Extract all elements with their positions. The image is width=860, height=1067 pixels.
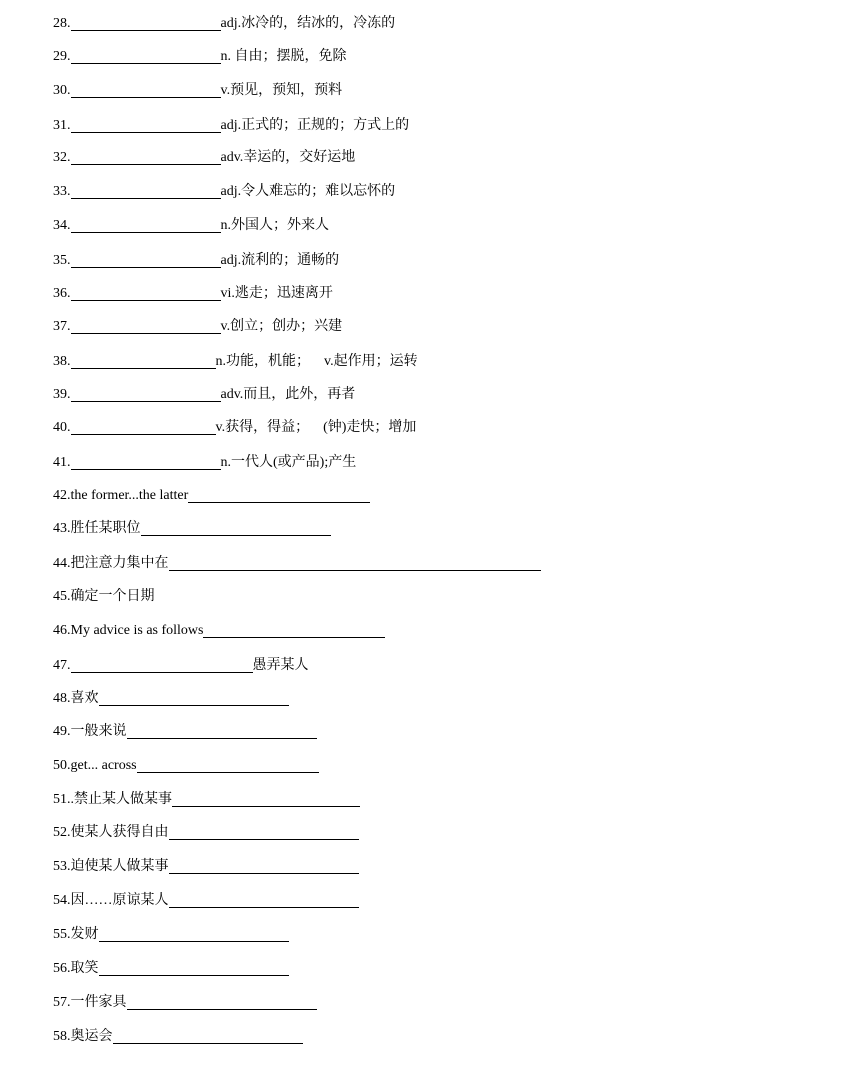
item-definition: adv.而且，此外，再者: [220, 387, 356, 402]
item-number: 34.: [53, 218, 71, 233]
item-definition: adj.正式的；正规的；方式上的: [220, 118, 410, 133]
item-definition: v.预见，预知，预料: [220, 83, 343, 98]
exercise-item: [53, 756, 319, 776]
exercise-item: [53, 284, 333, 304]
item-number: 42.: [53, 488, 71, 503]
exercise-item: [53, 790, 360, 810]
exercise-item: [53, 857, 359, 877]
exercise-item: [53, 891, 359, 911]
item-prompt: 使某人获得自由: [70, 825, 169, 840]
exercise-item: [53, 148, 355, 168]
item-number: 58.: [53, 1029, 71, 1044]
item-number: 56.: [53, 961, 71, 976]
answer-blank[interactable]: [203, 621, 385, 638]
item-number: 30.: [53, 83, 71, 98]
item-number: 41.: [53, 455, 71, 470]
exercise-item: [53, 81, 342, 101]
answer-blank[interactable]: [99, 689, 289, 706]
answer-blank[interactable]: [71, 47, 221, 64]
exercise-item: [53, 453, 356, 473]
item-prompt: 取笑: [70, 961, 99, 976]
item-number: 37.: [53, 319, 71, 334]
answer-blank[interactable]: [169, 857, 359, 874]
item-prompt: 发财: [70, 927, 99, 942]
item-number: 31.: [53, 118, 71, 133]
item-number: 28.: [53, 16, 71, 31]
item-number: 29.: [53, 49, 71, 64]
exercise-item: [53, 621, 385, 641]
exercise-item: [53, 486, 370, 506]
item-definition: v.获得，得益； (钟)走快；增加: [215, 420, 417, 435]
answer-blank[interactable]: [71, 182, 221, 199]
item-definition: n.一代人(或产品);产生: [220, 455, 357, 470]
exercise-item: [53, 47, 347, 67]
exercise-item: [53, 14, 395, 34]
item-number: 54.: [53, 893, 71, 908]
exercise-item: [53, 959, 289, 979]
item-number: 57.: [53, 995, 71, 1010]
item-number: 44.: [53, 556, 71, 571]
answer-blank[interactable]: [169, 891, 359, 908]
item-prompt: .禁止某人做某事: [70, 792, 172, 807]
item-number: 36.: [53, 286, 71, 301]
answer-blank[interactable]: [169, 554, 541, 571]
item-prompt: My advice is as follows: [70, 623, 204, 638]
item-definition: vi.逃走；迅速离开: [220, 286, 333, 301]
answer-blank[interactable]: [137, 756, 319, 773]
answer-blank[interactable]: [71, 14, 221, 31]
exercise-item: [53, 823, 359, 843]
answer-blank[interactable]: [71, 656, 253, 673]
answer-blank[interactable]: [71, 317, 221, 334]
item-prompt: the former...the latter: [70, 488, 189, 503]
item-number: 38.: [53, 354, 71, 369]
exercise-item: [53, 519, 331, 539]
item-number: 48.: [53, 691, 71, 706]
answer-blank[interactable]: [99, 959, 289, 976]
item-number: 46.: [53, 623, 71, 638]
item-number: 55.: [53, 927, 71, 942]
answer-blank[interactable]: [127, 722, 317, 739]
item-number: 32.: [53, 150, 71, 165]
answer-blank[interactable]: [141, 519, 331, 536]
item-prompt: 胜任某职位: [70, 521, 141, 536]
answer-blank[interactable]: [71, 453, 221, 470]
answer-blank[interactable]: [172, 790, 360, 807]
exercise-item: [53, 656, 309, 676]
exercise-item: [53, 554, 541, 574]
item-definition: adj.令人难忘的；难以忘怀的: [220, 184, 396, 199]
exercise-item: [53, 352, 418, 372]
item-definition: n.功能，机能； v.起作用；运转: [215, 354, 418, 369]
answer-blank[interactable]: [113, 1027, 303, 1044]
item-number: 35.: [53, 253, 71, 268]
item-prompt: get... across: [70, 758, 137, 773]
item-number: 50.: [53, 758, 71, 773]
item-number: 33.: [53, 184, 71, 199]
exercise-item: [53, 317, 342, 337]
item-prompt: 喜欢: [70, 691, 99, 706]
item-number: 47.: [53, 658, 71, 673]
item-number: 45.: [53, 589, 71, 604]
item-prompt: 一般来说: [70, 724, 127, 739]
item-definition: v.创立；创办；兴建: [220, 319, 343, 334]
item-number: 52.: [53, 825, 71, 840]
answer-blank[interactable]: [127, 993, 317, 1010]
exercise-item: [53, 216, 329, 236]
exercise-item: [53, 385, 355, 405]
item-number: 51.: [53, 792, 71, 807]
item-definition: 愚弄某人: [252, 658, 309, 673]
exercise-item: [53, 182, 395, 202]
answer-blank[interactable]: [71, 116, 221, 133]
answer-blank[interactable]: [188, 486, 370, 503]
exercise-item: [53, 689, 289, 709]
answer-blank[interactable]: [99, 925, 289, 942]
item-prompt: 迫使某人做某事: [70, 859, 169, 874]
answer-blank[interactable]: [71, 216, 221, 233]
item-definition: n. 自由；摆脱，免除: [220, 49, 347, 64]
answer-blank[interactable]: [71, 251, 221, 268]
exercise-item: [53, 722, 317, 742]
answer-blank[interactable]: [169, 823, 359, 840]
item-number: 40.: [53, 420, 71, 435]
answer-blank[interactable]: [71, 148, 221, 165]
item-definition: adj.流利的；通畅的: [220, 253, 340, 268]
item-prompt: 确定一个日期: [70, 589, 155, 604]
answer-blank[interactable]: [71, 284, 221, 301]
item-definition: adj.冰冷的，结冰的，冷冻的: [220, 16, 396, 31]
answer-blank[interactable]: [71, 81, 221, 98]
exercise-item: [53, 925, 289, 945]
item-definition: adv.幸运的，交好运地: [220, 150, 356, 165]
exercise-item: [53, 116, 409, 136]
item-number: 53.: [53, 859, 71, 874]
answer-blank[interactable]: [71, 352, 216, 369]
exercise-item: [53, 418, 416, 438]
item-prompt: 因……原谅某人: [70, 893, 169, 908]
item-definition: n.外国人；外来人: [220, 218, 329, 233]
answer-blank[interactable]: [71, 418, 216, 435]
answer-blank[interactable]: [71, 385, 221, 402]
item-number: 43.: [53, 521, 71, 536]
exercise-item: [53, 993, 317, 1013]
item-prompt: 把注意力集中在: [70, 556, 169, 571]
exercise-item: [53, 587, 155, 607]
item-number: 39.: [53, 387, 71, 402]
exercise-item: [53, 1027, 303, 1047]
item-number: 49.: [53, 724, 71, 739]
item-prompt: 一件家具: [70, 995, 127, 1010]
item-prompt: 奥运会: [70, 1029, 113, 1044]
exercise-item: [53, 251, 339, 271]
